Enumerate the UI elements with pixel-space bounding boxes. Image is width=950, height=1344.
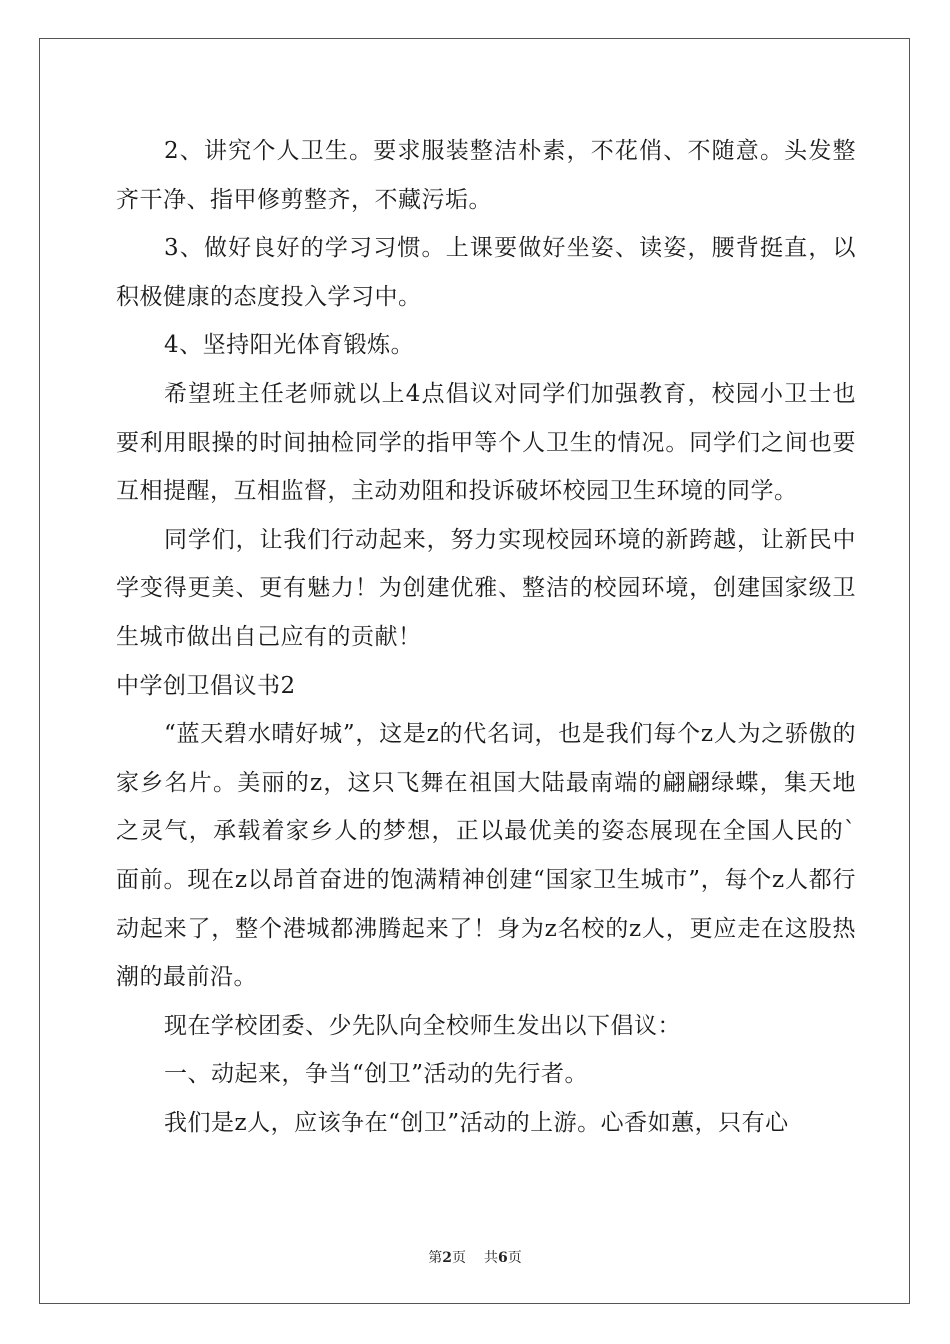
page-number: 2	[442, 1250, 452, 1266]
total-prefix: 共	[484, 1250, 498, 1266]
paragraph-intro: “蓝天碧水晴好城”，这是z的代名词，也是我们每个z人为之骄傲的家乡名片。美丽的z，这只飞舞在祖国大陆最南端的翩翩绿蝶，集天地之灵气，承载着家乡人的梦想，正以最优美的姿态展现在全国人民的`面前。现在z以昂首奋进的饱满精神创建“国家卫生城市”，每个z人都行动起来了，整个港城都沸腾起来了！身为z名校的z人，更应走在这股热潮的最前沿。	[116, 721, 856, 991]
paragraph-proposal-one-body: 我们是z人，应该争在“创卫”活动的上游。心香如蕙，只有心	[164, 1109, 789, 1136]
page-prefix: 第	[428, 1250, 443, 1266]
paragraph-teacher-request: 希望班主任老师就以上4点倡议对同学们加强教育，校园小卫士也要利用眼操的时间抽检同学的指甲等个人卫生的情况。同学们之间也要互相提醒，互相监督，主动劝阻和投诉破坏校园卫生环境的同学。	[116, 380, 856, 505]
total-pages: 6	[498, 1250, 508, 1266]
paragraph-item-2: 2、讲究个人卫生。要求服装整洁朴素，不花俏、不随意。头发整齐干净、指甲修剪整齐，不藏污垢。	[116, 138, 856, 213]
total-suffix: 页	[507, 1250, 522, 1266]
paragraph-proposal-lead: 现在学校团委、少先队向全校师生发出以下倡议：	[164, 1012, 681, 1039]
paragraph-item-4: 4、坚持阳光体育锻炼。	[164, 332, 415, 359]
page-suffix: 页	[452, 1250, 466, 1266]
paragraph-call-to-action: 同学们，让我们行动起来，努力实现校园环境的新跨越，让新民中学变得更美、更有魅力！为创建优雅、整洁的校园环境，创建国家级卫生城市做出自己应有的贡献！	[116, 526, 856, 650]
section-heading: 中学创卫倡议书2	[116, 672, 296, 699]
document-body	[116, 127, 856, 1147]
paragraph-proposal-one: 一、动起来，争当“创卫”活动的先行者。	[164, 1061, 589, 1088]
page-footer	[0, 1247, 950, 1267]
paragraph-item-3: 3、做好良好的学习习惯。上课要做好坐姿、读姿，腰背挺直，以积极健康的态度投入学习中。	[116, 235, 856, 310]
